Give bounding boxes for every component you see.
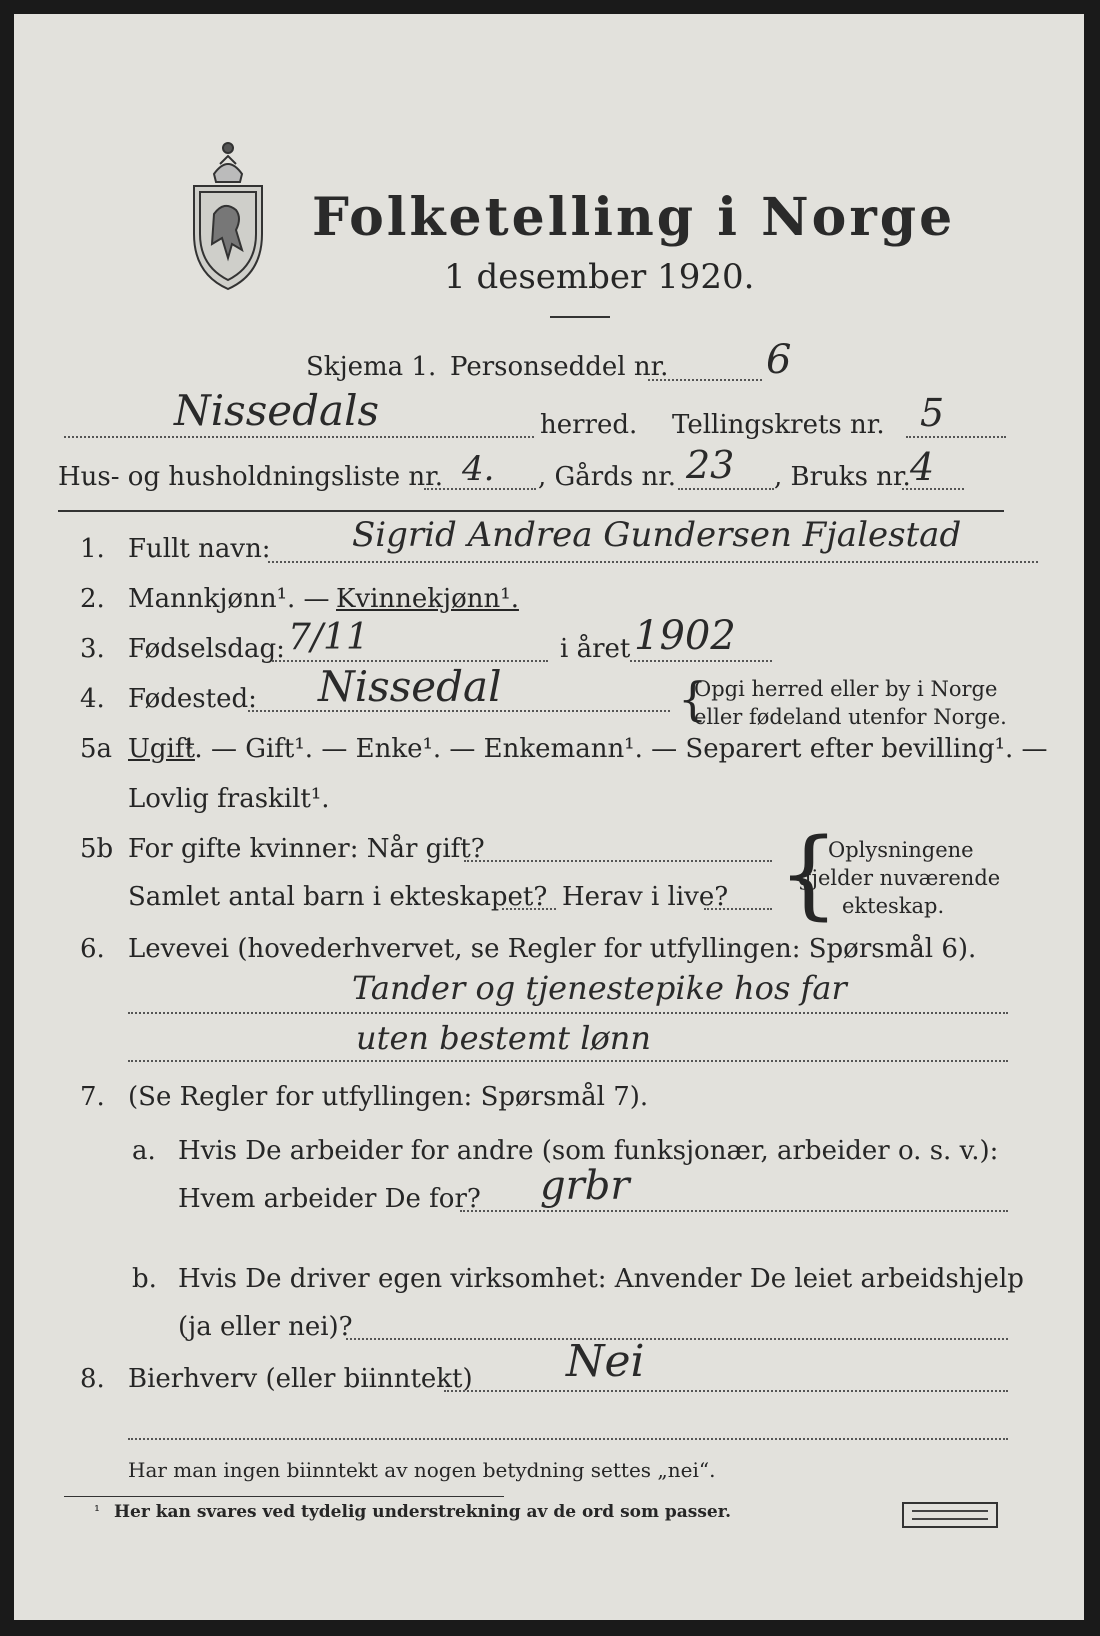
q1-number: 1. <box>80 534 105 564</box>
q5b-line2a: Samlet antal barn i ekteskapet? <box>128 882 548 912</box>
side-income-field-2[interactable] <box>128 1438 1008 1440</box>
q5b-number: 5b <box>80 834 114 864</box>
herred-value: Nissedals <box>174 386 380 435</box>
q1-label: Fullt navn: <box>128 534 271 564</box>
q4-note-line2: eller fødeland utenfor Norge. <box>694 705 1007 729</box>
q3-year-label: i året <box>560 634 631 664</box>
q5a-ugift-option[interactable]: Ugift <box>128 734 195 764</box>
footnote-text: Her kan svares ved tydelig understrekning av de ord som passer. <box>114 1502 732 1522</box>
full-name-value: Sigrid Andrea Gundersen Fjalestad <box>352 515 962 555</box>
q5b-note-line2: gjelder nuværende <box>798 866 1001 890</box>
q7a-line2: Hvem arbeider De for? <box>178 1184 481 1214</box>
q2-female-option[interactable]: Kvinnekjønn¹. <box>336 584 519 614</box>
q2-number: 2. <box>80 584 105 614</box>
occupation-value-1: Tander og tjenestepike hos far <box>352 969 847 1007</box>
q7a-letter: a. <box>132 1136 156 1166</box>
tellingskrets-value: 5 <box>920 391 945 435</box>
q7b-line2: (ja eller nei)? <box>178 1312 353 1342</box>
q8-label: Bierhverv (eller biinntekt) <box>128 1364 473 1394</box>
personseddel-field[interactable] <box>648 379 762 381</box>
full-name-field[interactable] <box>268 561 1038 563</box>
married-when-field[interactable] <box>464 860 772 862</box>
q4-note-line1: Opgi herred eller by i Norge <box>694 677 998 701</box>
employer-value: grbr <box>540 1163 630 1209</box>
q5b-line1: For gifte kvinner: Når gift? <box>128 834 485 864</box>
gards-label: , Gårds nr. <box>538 462 677 492</box>
children-alive-field[interactable] <box>704 908 772 910</box>
q7a-line1: Hvis De arbeider for andre (som funksjonær, arbeider o. s. v.): <box>178 1136 999 1166</box>
q5b-line2b: Herav i live? <box>562 882 729 912</box>
q5b-note-line3: ekteskap. <box>842 894 945 918</box>
q7b-letter: b. <box>132 1264 157 1294</box>
page-title: Folketelling i Norge <box>312 187 956 248</box>
tellingskrets-label: Tellingskrets nr. <box>672 410 885 440</box>
q6-number: 6. <box>80 934 105 964</box>
q5a-other-options[interactable]: ¹. — Gift¹. — Enke¹. — Enkemann¹. — Separert efter bevilling¹. — <box>184 734 1048 764</box>
census-date: 1 desember 1920. <box>444 257 755 297</box>
tellingskrets-field[interactable] <box>906 436 1006 438</box>
q3-number: 3. <box>80 634 105 664</box>
hus-value: 4. <box>462 449 495 489</box>
personseddel-value: 6 <box>766 337 792 383</box>
gards-value: 23 <box>686 443 735 487</box>
title-divider <box>550 316 610 318</box>
footnote-marker: ¹ <box>94 1502 101 1520</box>
birthplace-value: Nissedal <box>318 662 502 711</box>
q4-number: 4. <box>80 684 105 714</box>
q7-number: 7. <box>80 1082 105 1112</box>
printer-stamp-icon <box>902 1502 998 1528</box>
q7b-line1: Hvis De driver egen virksomhet: Anvender De leiet arbeidshjelp <box>178 1264 1024 1294</box>
occupation-value-2: uten bestemt lønn <box>356 1019 651 1057</box>
nei-note: Har man ingen biinntekt av nogen betydning settes „nei“. <box>128 1458 716 1482</box>
q5a-number: 5a <box>80 734 113 764</box>
q5b-note-line1: Oplysningene <box>828 838 974 862</box>
q5b-brace: { <box>778 818 840 930</box>
skjema-label: Skjema 1. <box>306 352 437 382</box>
personseddel-label: Personseddel nr. <box>450 352 669 382</box>
q4-label: Fødested: <box>128 684 257 714</box>
children-total-field[interactable] <box>502 908 556 910</box>
side-income-value: Nei <box>566 1336 645 1387</box>
hus-label: Hus- og husholdningsliste nr. <box>58 462 444 492</box>
herred-field[interactable] <box>64 436 534 438</box>
occupation-field-1[interactable] <box>128 1012 1008 1014</box>
norwegian-coat-of-arms-icon <box>184 134 272 294</box>
q5a-line2[interactable]: Lovlig fraskilt¹. <box>128 784 330 814</box>
header-rule <box>58 510 1004 512</box>
occupation-field-2[interactable] <box>128 1060 1008 1062</box>
side-income-field[interactable] <box>444 1390 1008 1392</box>
q2-male-option[interactable]: Mannkjønn¹. — <box>128 584 330 614</box>
bruks-label: , Bruks nr. <box>774 462 911 492</box>
q4-brace: { <box>678 672 708 726</box>
birth-year-value: 1902 <box>634 613 736 659</box>
footnote-rule <box>64 1496 504 1497</box>
q8-number: 8. <box>80 1364 105 1394</box>
bruks-value: 4 <box>910 445 935 489</box>
hired-help-field[interactable] <box>346 1338 1008 1340</box>
census-form-sheet <box>14 14 1084 1620</box>
q6-label: Levevei (hovederhvervet, se Regler for utfyllingen: Spørsmål 6). <box>128 934 977 964</box>
employer-field[interactable] <box>460 1210 1008 1212</box>
gards-field[interactable] <box>678 488 774 490</box>
birth-year-field[interactable] <box>630 660 772 662</box>
q3-label: Fødselsdag: <box>128 634 285 664</box>
q7-label: (Se Regler for utfyllingen: Spørsmål 7). <box>128 1082 649 1112</box>
birthday-value: 7/11 <box>288 617 369 658</box>
herred-label: herred. <box>540 410 638 440</box>
